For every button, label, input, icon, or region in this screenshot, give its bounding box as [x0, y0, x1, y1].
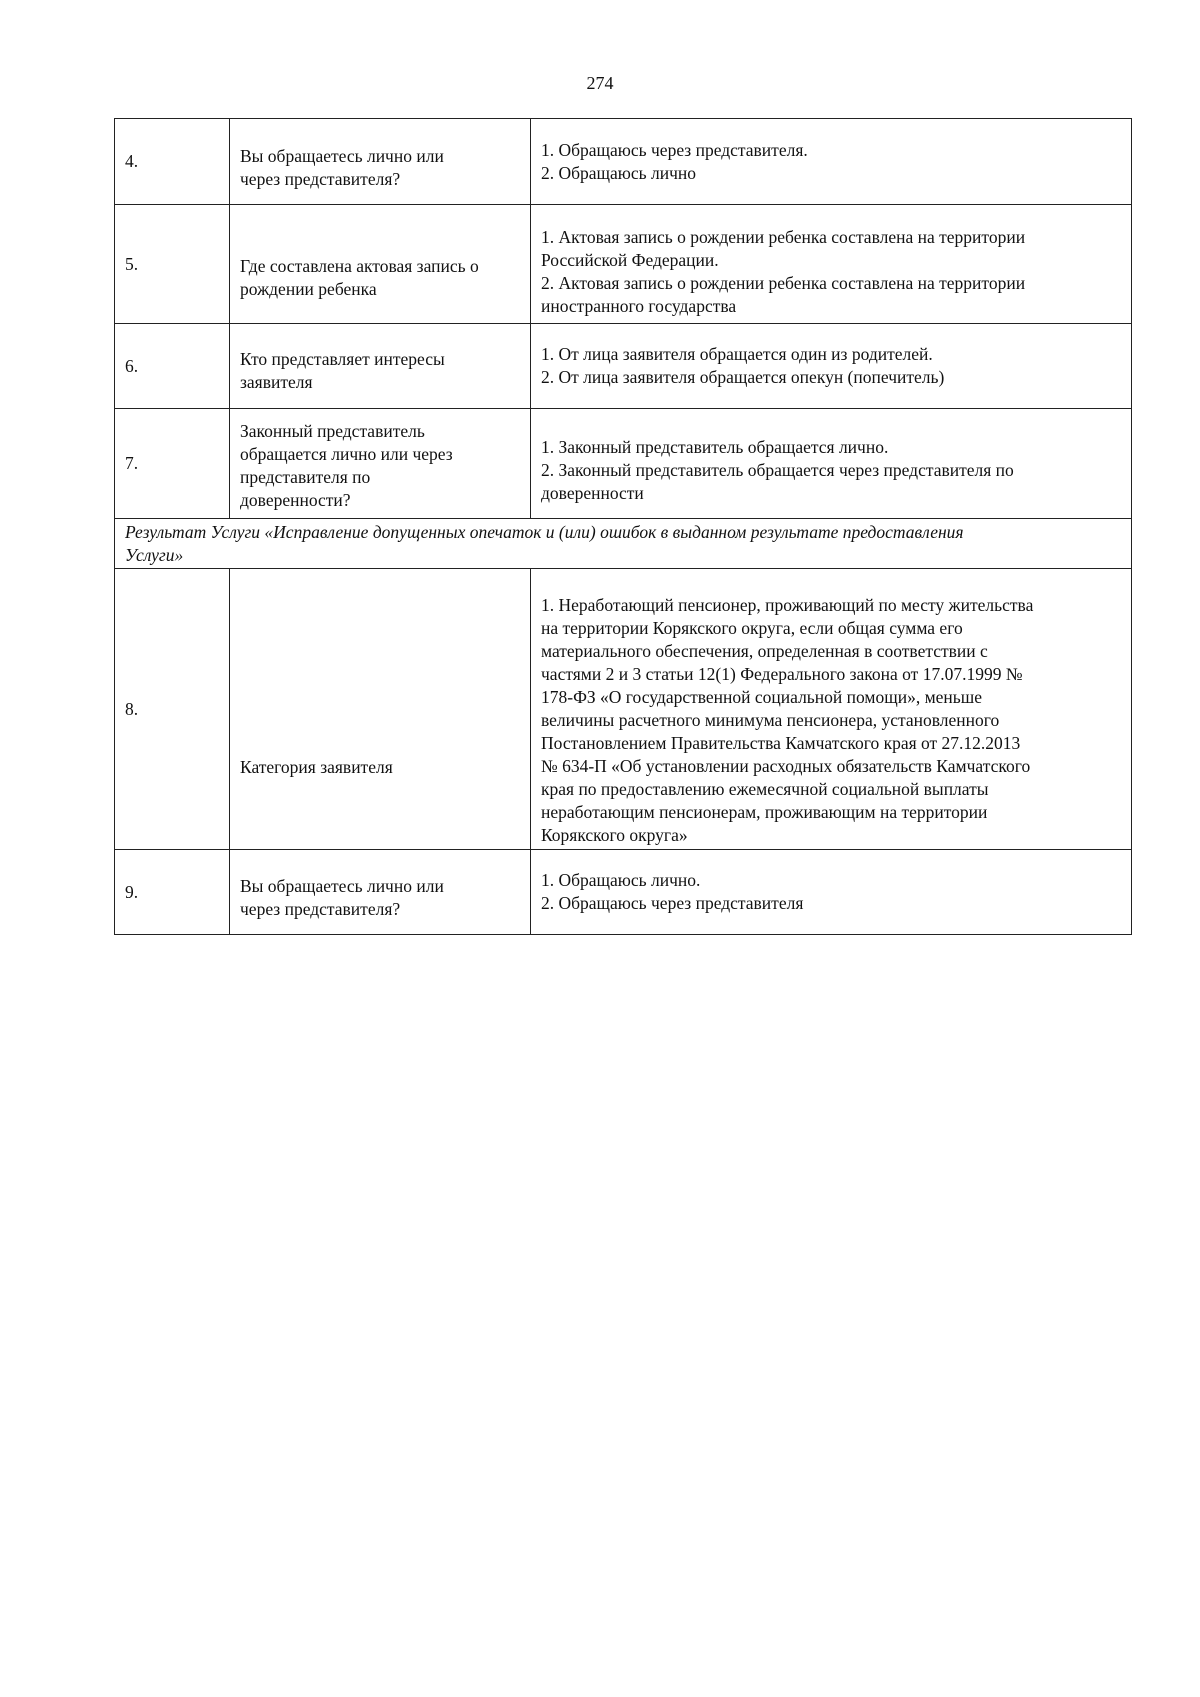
answer-line: Корякского округа»	[541, 824, 688, 845]
question-line: Вы обращаетесь лично или	[240, 876, 444, 896]
row-number: 5.	[115, 205, 230, 324]
question-line: Категория заявителя	[240, 756, 393, 777]
question-line: заявителя	[240, 372, 313, 392]
row-number: 6.	[115, 324, 230, 409]
answer-line: доверенности	[541, 483, 644, 503]
answer-line: 2. Законный представитель обращается через представителя по	[541, 460, 1014, 480]
answer-line: 1. Актовая запись о рождении ребенка составлена на территории	[541, 227, 1026, 247]
section-heading-line: Услуги»	[125, 544, 184, 565]
answer-cell	[531, 409, 1132, 519]
questions-table	[114, 118, 1132, 935]
question-cell	[230, 324, 531, 409]
table-row	[115, 409, 1132, 519]
answer-line: иностранного государства	[541, 296, 737, 316]
question-line: представителя по	[240, 466, 371, 487]
table-row	[115, 324, 1132, 409]
question-cell	[230, 119, 531, 205]
answer-cell	[531, 119, 1132, 205]
question-cell	[230, 850, 531, 935]
answer-line: 1. От лица заявителя обращается один из родителей.	[541, 344, 933, 364]
section-heading	[115, 519, 1132, 569]
answer-line: 1. Обращаюсь через представителя.	[541, 139, 808, 160]
row-number: 9.	[115, 850, 230, 935]
row-number: 8.	[115, 569, 230, 850]
answer-cell	[531, 205, 1132, 324]
answer-cell	[531, 850, 1132, 935]
question-line: через представителя?	[240, 899, 401, 919]
answer-cell	[531, 324, 1132, 409]
question-line: рождении ребенка	[240, 278, 377, 299]
answer-line: Российской Федерации.	[541, 250, 719, 270]
answer-line: неработающим пенсионерам, проживающим на территории	[541, 801, 988, 822]
question-line: Где составлена актовая запись о	[240, 255, 479, 276]
answer-line: 2. Обращаюсь лично	[541, 162, 697, 183]
row-number: 7.	[115, 409, 230, 519]
answer-line: 178-ФЗ «О государственной социальной помощи», меньше	[541, 686, 983, 707]
question-cell	[230, 205, 531, 324]
answer-line: Постановлением Правительства Камчатского края от 27.12.2013	[541, 732, 1021, 753]
question-line: доверенности?	[240, 489, 351, 510]
section-heading-line: Результат Услуги «Исправление допущенных опечаток и (или) ошибок в выданном результате предоставления	[125, 521, 964, 542]
answer-line: на территории Корякского округа, если общая сумма его	[541, 617, 963, 638]
section-row	[115, 519, 1132, 569]
answer-line: материального обеспечения, определенная в соответствии с	[541, 640, 988, 661]
answer-line: 1. Обращаюсь лично.	[541, 870, 701, 890]
page-number: 274	[586, 73, 614, 93]
answer-line: № 634-П «Об установлении расходных обязательств Камчатского	[541, 755, 1031, 776]
answer-line: величины расчетного минимума пенсионера, установленного	[541, 709, 1000, 730]
question-line: Кто представляет интересы	[240, 349, 445, 369]
answer-line: частями 2 и 3 статьи 12(1) Федерального закона от 17.07.1999 №	[541, 663, 1023, 684]
row-number: 4.	[115, 119, 230, 205]
table-row	[115, 850, 1132, 935]
table-row	[115, 569, 1132, 850]
question-line: через представителя?	[240, 168, 401, 189]
question-line: Законный представитель	[240, 420, 425, 441]
answer-line: 1. Законный представитель обращается лично.	[541, 437, 889, 457]
table-row	[115, 205, 1132, 324]
answer-line: 2. Обращаюсь через представителя	[541, 893, 804, 913]
answer-line: 2. От лица заявителя обращается опекун (попечитель)	[541, 367, 945, 387]
answer-cell	[531, 569, 1132, 850]
answer-line: края по предоставлению ежемесячной социальной выплаты	[541, 778, 989, 799]
answer-line: 2. Актовая запись о рождении ребенка составлена на территории	[541, 273, 1026, 293]
answer-line: 1. Неработающий пенсионер, проживающий по месту жительства	[541, 594, 1034, 615]
question-cell	[230, 569, 531, 850]
question-cell	[230, 409, 531, 519]
question-line: обращается лично или через	[240, 443, 453, 464]
question-line: Вы обращаетесь лично или	[240, 145, 444, 166]
table-row	[115, 119, 1132, 205]
